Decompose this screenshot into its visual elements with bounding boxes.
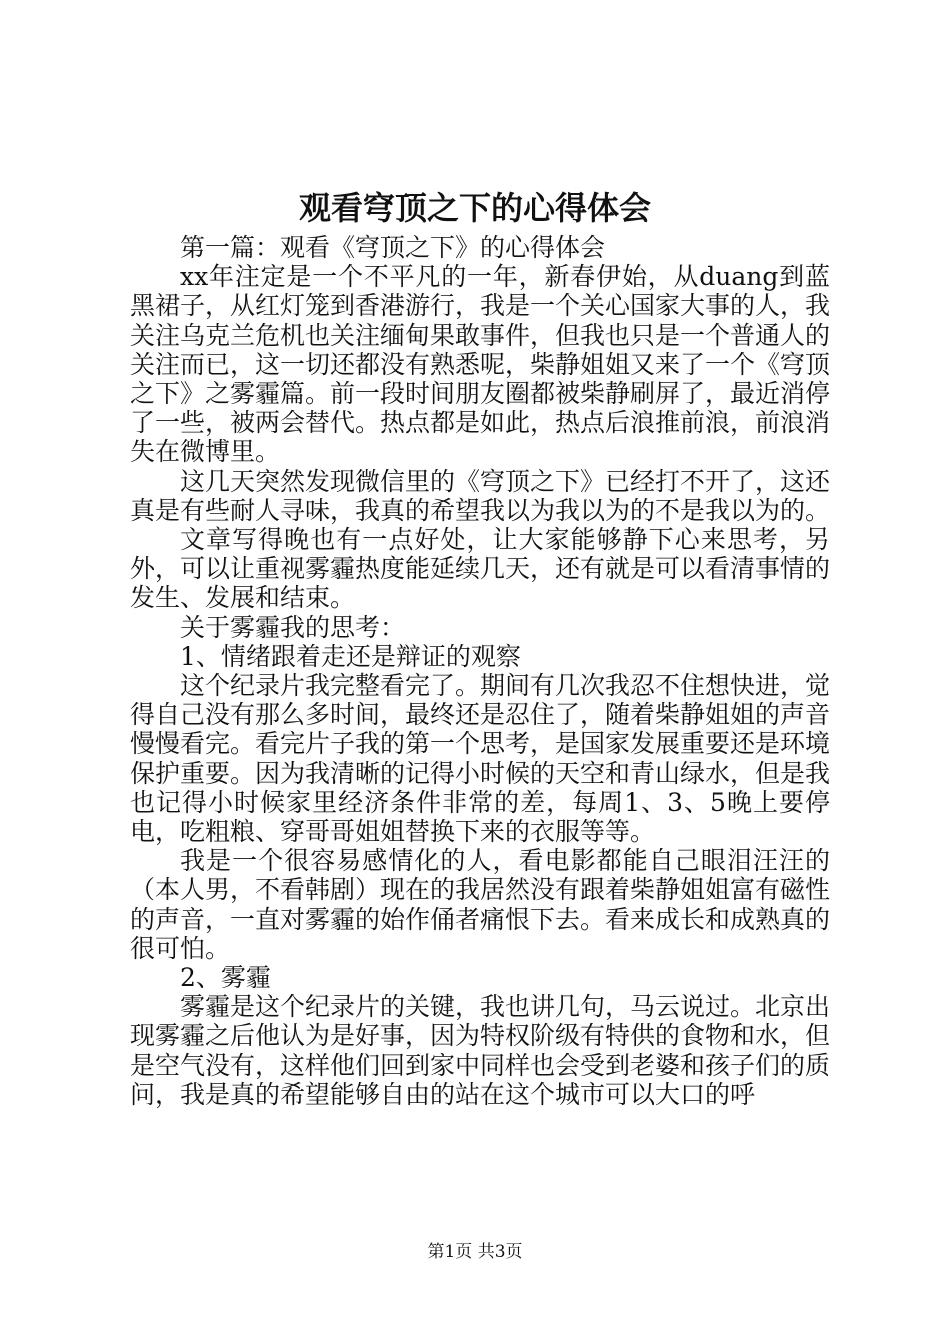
- paragraph: 雾霾是这个纪录片的关键，我也讲几句，马云说过。北京出现雾霾之后他认为是好事，因为特权阶级有特供的食物和水，但是空气没有，这样他们回到家中同样也会受到老婆和孩子们的质问，我是真的希望能够自由的站在这个城市可以大口的呼: [130, 992, 831, 1109]
- paragraph: 这几天突然发现微信里的《穹顶之下》已经打不开了，这还真是有些耐人寻味，我真的希望我以为我以为的不是我以为的。: [130, 466, 831, 525]
- page-number-footer: 第1页 共3页: [427, 1242, 523, 1262]
- document-body: [130, 233, 830, 1109]
- paragraph: 文章写得晚也有一点好处，让大家能够静下心来思考，另外，可以让重视雾霾热度能延续几天，还有就是可以看清事情的发生、发展和结束。: [130, 525, 831, 613]
- paragraph-subheading: 关于雾霾我的思考：: [180, 612, 406, 642]
- paragraph-subheading: 1、情绪跟着走还是辩证的观察: [180, 641, 521, 671]
- paragraph: 我是一个很容易感情化的人，看电影都能自己眼泪汪汪的（本人男，不看韩剧）现在的我居然没有跟着柴静姐姐富有磁性的声音，一直对雾霾的始作俑者痛恨下去。看来成长和成熟真的很可怕。: [130, 846, 831, 963]
- paragraph-section-heading: 第一篇：观看《穹顶之下》的心得体会: [180, 233, 606, 262]
- document-title: 观看穹顶之下的心得体会: [298, 189, 651, 227]
- paragraph: xx年注定是一个不平凡的一年，新春伊始，从duang到蓝黑裙子，从红灯笼到香港游行，我是一个关心国家大事的人，我关注乌克兰危机也关注缅甸果敢事件，但我也只是一个普通人的关注而已，这一切还都没有熟悉呢，柴静姐姐又来了一个《穹顶之下》之雾霾篇。前一段时间朋友圈都被柴静刷屏了，最近消停了一些，被两会替代。热点都是如此，热点后浪推前浪，前浪消失在微博里。: [130, 262, 831, 467]
- paragraph-subheading: 2、雾霾: [180, 963, 271, 993]
- paragraph: 这个纪录片我完整看完了。期间有几次我忍不住想快进，觉得自己没有那么多时间，最终还是忍住了，随着柴静姐姐的声音慢慢看完。看完片子我的第一个思考，是国家发展重要还是环境保护重要。因为我清晰的记得小时候的天空和青山绿水，但是我也记得小时候家里经济条件非常的差，每周1、3、5晚上要停电，吃粗粮、穿哥哥姐姐替换下来的衣服等等。: [130, 671, 831, 847]
